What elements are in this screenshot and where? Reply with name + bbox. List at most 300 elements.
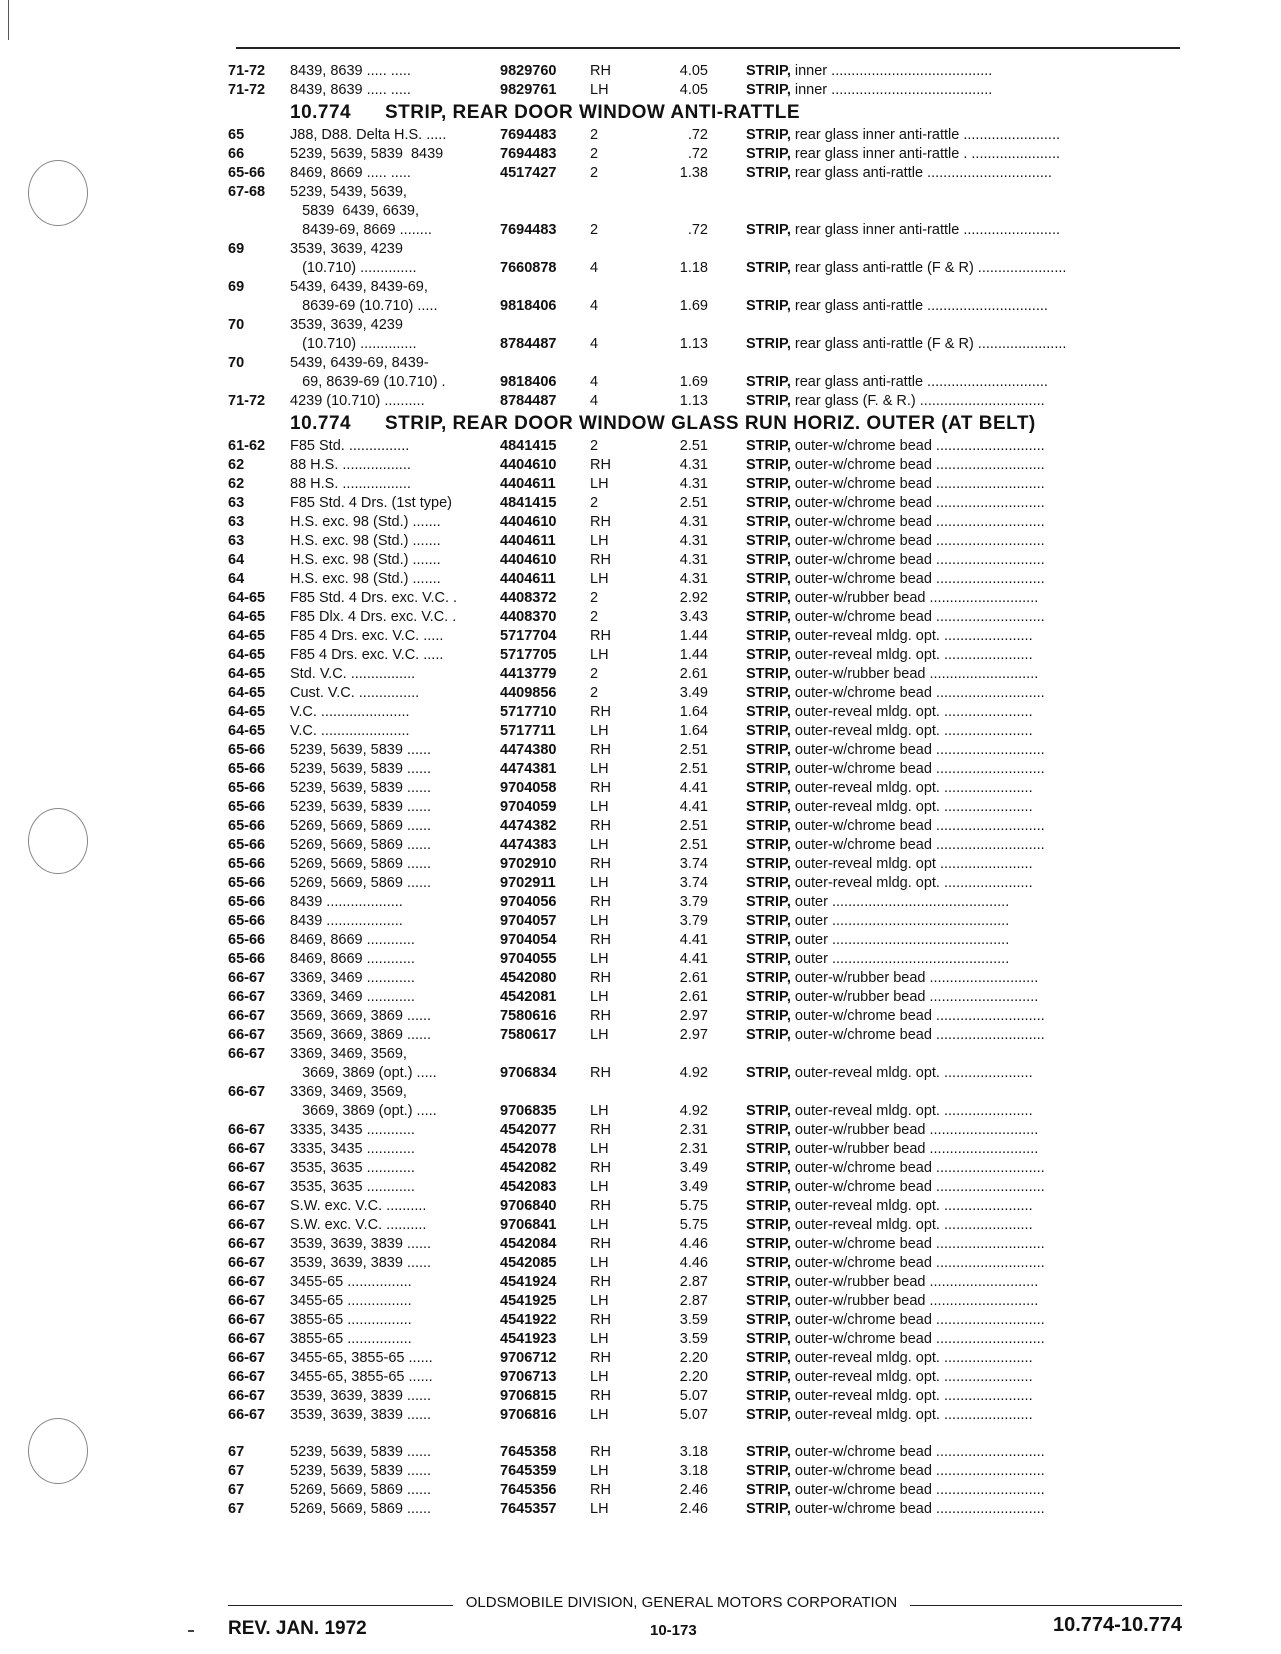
quantity-side: LH	[590, 1463, 609, 1479]
description	[746, 1349, 1186, 1368]
description	[746, 373, 1186, 392]
item-label: STRIP,	[746, 1331, 791, 1347]
part-number: 4474382	[500, 818, 557, 834]
price: 2.31	[679, 1122, 708, 1138]
part-number: 4542084	[500, 1236, 557, 1252]
model-codes: 8469, 8669 ............	[290, 951, 415, 967]
price: 1.13	[679, 393, 708, 409]
item-label: STRIP,	[746, 1179, 791, 1195]
description	[746, 1254, 1186, 1273]
description-text: inner ........................................	[794, 63, 993, 79]
model-codes: 3539, 3639, 4239 (10.710) ..............	[290, 317, 417, 352]
model-year: 66-67	[228, 1027, 266, 1043]
part-number: 4542085	[500, 1255, 557, 1271]
model-codes: H.S. exc. 98 (Std.) .......	[290, 533, 441, 549]
price: 1.18	[679, 260, 708, 276]
part-number: 4542081	[500, 989, 557, 1005]
item-label: STRIP,	[746, 1198, 791, 1214]
model-codes: 5269, 5669, 5869 ......	[290, 875, 432, 891]
model-year: 65-66	[228, 818, 266, 834]
price: 1.64	[679, 723, 708, 739]
description-text: outer-w/chrome bead ...........................	[794, 1331, 1045, 1347]
model-codes: 5239, 5639, 5839 ......	[290, 1463, 432, 1479]
model-codes: S.W. exc. V.C. ..........	[290, 1217, 427, 1233]
price: 2.20	[679, 1369, 708, 1385]
model-codes: 8469, 8669 ............	[290, 932, 415, 948]
quantity-side: RH	[590, 628, 611, 644]
description	[746, 969, 1186, 988]
footer-section-range: 10.774-10.774	[1052, 1614, 1182, 1636]
item-label: STRIP,	[746, 374, 791, 390]
model-codes: F85 Std. 4 Drs. exc. V.C. .	[290, 590, 458, 606]
model-codes: 5269, 5669, 5869 ......	[290, 818, 432, 834]
row-gap	[228, 1425, 1183, 1443]
description-text: outer-w/rubber bead ...........................	[794, 1274, 1039, 1290]
description-text: outer ............................................	[794, 894, 1010, 910]
description	[746, 335, 1186, 354]
model-year: 65-66	[228, 742, 266, 758]
model-codes: 3539, 3639, 3839 ......	[290, 1407, 432, 1423]
price: 4.41	[679, 799, 708, 815]
description	[746, 494, 1186, 513]
price: 2.87	[679, 1274, 708, 1290]
item-label: STRIP,	[746, 1350, 791, 1366]
model-year: 64-65	[228, 704, 266, 720]
model-year: 71-72	[228, 82, 266, 98]
price: 1.64	[679, 704, 708, 720]
item-label: STRIP,	[746, 514, 791, 530]
description-text: outer-reveal mldg. opt. ......................	[794, 799, 1033, 815]
model-year: 66-67	[228, 1046, 266, 1062]
part-number: 4541922	[500, 1312, 557, 1328]
description	[746, 1481, 1186, 1500]
table-row	[228, 164, 1183, 183]
table-row	[228, 126, 1183, 145]
table-row	[228, 1254, 1183, 1273]
model-year: 65-66	[228, 165, 266, 181]
description	[746, 221, 1186, 240]
table-row	[228, 627, 1183, 646]
table-row	[228, 1481, 1183, 1500]
model-codes: H.S. exc. 98 (Std.) .......	[290, 571, 441, 587]
item-label: STRIP,	[746, 875, 791, 891]
part-number: 4474383	[500, 837, 557, 853]
footer-rule-right	[910, 1605, 1182, 1606]
part-number: 4542082	[500, 1160, 557, 1176]
model-year: 65-66	[228, 951, 266, 967]
price: 3.74	[679, 875, 708, 891]
model-year: 66-67	[228, 1388, 266, 1404]
model-year: 67-68	[228, 184, 266, 200]
quantity-side: RH	[590, 1008, 611, 1024]
model-codes: F85 4 Drs. exc. V.C. .....	[290, 628, 444, 644]
model-year: 66	[228, 146, 245, 162]
item-label: STRIP,	[746, 1236, 791, 1252]
part-number: 4474380	[500, 742, 557, 758]
model-codes: Cust. V.C. ...............	[290, 685, 420, 701]
model-codes: 3535, 3635 ............	[290, 1160, 415, 1176]
part-number: 4404611	[500, 571, 556, 587]
item-label: STRIP,	[746, 723, 791, 739]
model-codes: 3369, 3469 ............	[290, 989, 415, 1005]
item-label: STRIP,	[746, 894, 791, 910]
item-label: STRIP,	[746, 609, 791, 625]
model-year: 69	[228, 279, 245, 295]
price: 2.31	[679, 1141, 708, 1157]
price: 5.75	[679, 1217, 708, 1233]
margin-tick	[188, 1630, 194, 1632]
item-label: STRIP,	[746, 1501, 791, 1517]
item-label: STRIP,	[746, 666, 791, 682]
description-text: inner ........................................	[794, 82, 993, 98]
table-row	[228, 240, 1183, 278]
model-codes: 5269, 5669, 5869 ......	[290, 856, 432, 872]
part-number: 7645358	[500, 1444, 557, 1460]
price: 4.46	[679, 1255, 708, 1271]
description	[746, 1159, 1186, 1178]
model-year: 64-65	[228, 590, 266, 606]
description	[746, 836, 1186, 855]
part-number: 9704054	[500, 932, 557, 948]
model-codes: H.S. exc. 98 (Std.) .......	[290, 552, 441, 568]
part-number: 9706840	[500, 1198, 557, 1214]
description-text: rear glass anti-rattle ...............................	[794, 165, 1052, 181]
quantity-side: RH	[590, 742, 611, 758]
part-number: 4409856	[500, 685, 557, 701]
model-codes: 8469, 8669 ..... .....	[290, 165, 411, 181]
model-year: 63	[228, 514, 245, 530]
quantity-side: LH	[590, 1141, 609, 1157]
price: 2.51	[679, 438, 708, 454]
description	[746, 145, 1186, 164]
part-number: 7645356	[500, 1482, 557, 1498]
price: 4.31	[679, 457, 708, 473]
item-label: STRIP,	[746, 1255, 791, 1271]
quantity-side: RH	[590, 818, 611, 834]
part-number: 7694483	[500, 146, 557, 162]
price: 3.79	[679, 913, 708, 929]
description	[746, 1368, 1186, 1387]
table-row	[228, 392, 1183, 411]
model-year: 65-66	[228, 913, 266, 929]
model-year: 65-66	[228, 761, 266, 777]
table-row	[228, 183, 1183, 240]
table-row	[228, 532, 1183, 551]
description-text: outer-w/chrome bead ...........................	[794, 438, 1045, 454]
model-codes: 3335, 3435 ............	[290, 1122, 415, 1138]
item-label: STRIP,	[746, 818, 791, 834]
description-text: outer-w/chrome bead ...........................	[794, 514, 1045, 530]
description	[746, 798, 1186, 817]
table-row	[228, 62, 1183, 81]
model-codes: 3855-65 ................	[290, 1331, 412, 1347]
model-codes: S.W. exc. V.C. ..........	[290, 1198, 427, 1214]
table-row	[228, 1292, 1183, 1311]
quantity-side: LH	[590, 723, 609, 739]
description	[746, 126, 1186, 145]
model-year: 66-67	[228, 970, 266, 986]
description	[746, 1197, 1186, 1216]
quantity-side: 4	[590, 298, 599, 314]
description-text: rear glass anti-rattle (F & R) ......................	[794, 336, 1067, 352]
quantity-side: RH	[590, 856, 611, 872]
part-number: 9818406	[500, 374, 557, 390]
table-row	[228, 684, 1183, 703]
description-text: outer-reveal mldg. opt. ......................	[794, 1198, 1033, 1214]
table-row	[228, 779, 1183, 798]
description	[746, 1178, 1186, 1197]
quantity-side: LH	[590, 1179, 609, 1195]
item-label: STRIP,	[746, 82, 791, 98]
quantity-side: 2	[590, 222, 599, 238]
model-codes: 5269, 5669, 5869 ......	[290, 1482, 432, 1498]
footer-page-number: 10-173	[650, 1622, 697, 1639]
model-year: 65-66	[228, 932, 266, 948]
model-codes: 5269, 5669, 5869 ......	[290, 1501, 432, 1517]
description-text: outer-w/chrome bead ...........................	[794, 1444, 1045, 1460]
description-text: outer-w/rubber bead ...........................	[794, 590, 1039, 606]
part-number: 9702910	[500, 856, 557, 872]
price: 3.79	[679, 894, 708, 910]
description-text: outer-w/rubber bead ...........................	[794, 989, 1039, 1005]
model-year: 69	[228, 241, 245, 257]
model-year: 66-67	[228, 1293, 266, 1309]
part-number: 9706815	[500, 1388, 557, 1404]
table-row	[228, 316, 1183, 354]
quantity-side: RH	[590, 894, 611, 910]
model-year: 66-67	[228, 1255, 266, 1271]
quantity-side: 2	[590, 609, 599, 625]
quantity-side: RH	[590, 1312, 611, 1328]
price: 1.44	[679, 647, 708, 663]
item-label: STRIP,	[746, 1274, 791, 1290]
model-year: 66-67	[228, 1084, 266, 1100]
description-text: outer-w/chrome bead ...........................	[794, 1463, 1045, 1479]
item-label: STRIP,	[746, 146, 791, 162]
table-row	[228, 278, 1183, 316]
description-text: outer-w/chrome bead ...........................	[794, 571, 1045, 587]
item-label: STRIP,	[746, 222, 791, 238]
model-year: 64-65	[228, 628, 266, 644]
model-codes: 5239, 5639, 5839 ......	[290, 742, 432, 758]
quantity-side: LH	[590, 1027, 609, 1043]
price: 4.05	[679, 82, 708, 98]
table-row	[228, 354, 1183, 392]
model-year: 66-67	[228, 1217, 266, 1233]
footer-revision: REV. JAN. 1972	[228, 1618, 367, 1639]
table-row	[228, 1083, 1183, 1121]
item-label: STRIP,	[746, 495, 791, 511]
part-number: 4841415	[500, 495, 557, 511]
description-text: outer-w/chrome bead ...........................	[794, 1312, 1045, 1328]
table-row	[228, 475, 1183, 494]
price: 3.59	[679, 1331, 708, 1347]
description-text: outer-w/chrome bead ...........................	[794, 818, 1045, 834]
description	[746, 1387, 1186, 1406]
model-codes: 3569, 3669, 3869 ......	[290, 1008, 432, 1024]
quantity-side: LH	[590, 1217, 609, 1233]
table-row	[228, 1140, 1183, 1159]
model-codes: 5439, 6439-69, 8439- 69, 8639-69 (10.710) .	[290, 355, 446, 390]
part-number: 7580617	[500, 1027, 557, 1043]
table-row	[228, 1026, 1183, 1045]
part-number: 5717710	[500, 704, 557, 720]
part-number: 9704059	[500, 799, 557, 815]
price: 2.51	[679, 818, 708, 834]
description-text: outer-reveal mldg. opt. ......................	[794, 1065, 1033, 1081]
price: 4.41	[679, 951, 708, 967]
description-text: outer-w/chrome bead ...........................	[794, 837, 1045, 853]
model-year: 67	[228, 1501, 245, 1517]
item-label: STRIP,	[746, 63, 791, 79]
quantity-side: LH	[590, 1369, 609, 1385]
quantity-side: LH	[590, 476, 609, 492]
quantity-side: LH	[590, 1501, 609, 1517]
description	[746, 513, 1186, 532]
description	[746, 1273, 1186, 1292]
quantity-side: 4	[590, 336, 599, 352]
price: .72	[687, 127, 708, 143]
table-row	[228, 1500, 1183, 1519]
model-year: 66-67	[228, 1008, 266, 1024]
model-year: 65-66	[228, 894, 266, 910]
punch-hole-bottom	[28, 1418, 88, 1484]
model-codes: 3455-65 ................	[290, 1293, 412, 1309]
description-text: outer-reveal mldg. opt. ......................	[794, 780, 1033, 796]
model-year: 67	[228, 1463, 245, 1479]
description-text: outer-w/rubber bead ...........................	[794, 1122, 1039, 1138]
table-row	[228, 798, 1183, 817]
model-codes: F85 Std. ...............	[290, 438, 410, 454]
table-row	[228, 817, 1183, 836]
item-label: STRIP,	[746, 647, 791, 663]
model-codes: 3369, 3469, 3569, 3669, 3869 (opt.) .....	[290, 1046, 437, 1081]
description-text: outer-reveal mldg. opt. ......................	[794, 1103, 1033, 1119]
quantity-side: LH	[590, 989, 609, 1005]
model-codes: 88 H.S. .................	[290, 476, 411, 492]
quantity-side: 2	[590, 165, 599, 181]
price: 2.97	[679, 1027, 708, 1043]
price: 4.31	[679, 571, 708, 587]
model-codes: 5239, 5639, 5839 ......	[290, 1444, 432, 1460]
quantity-side: LH	[590, 1407, 609, 1423]
quantity-side: LH	[590, 837, 609, 853]
table-row	[228, 1273, 1183, 1292]
price: 3.59	[679, 1312, 708, 1328]
price: 4.31	[679, 514, 708, 530]
price: 1.69	[679, 374, 708, 390]
part-number: 4408370	[500, 609, 557, 625]
part-number: 9706816	[500, 1407, 557, 1423]
price: 2.51	[679, 742, 708, 758]
quantity-side: 2	[590, 146, 599, 162]
item-label: STRIP,	[746, 1065, 791, 1081]
table-row	[228, 1311, 1183, 1330]
item-label: STRIP,	[746, 970, 791, 986]
item-label: STRIP,	[746, 476, 791, 492]
model-year: 67	[228, 1482, 245, 1498]
quantity-side: 2	[590, 590, 599, 606]
price: 2.61	[679, 970, 708, 986]
part-number: 5717704	[500, 628, 557, 644]
part-number: 4404610	[500, 457, 557, 473]
model-codes: Std. V.C. ................	[290, 666, 416, 682]
table-row	[228, 456, 1183, 475]
item-label: STRIP,	[746, 590, 791, 606]
item-label: STRIP,	[746, 856, 791, 872]
quantity-side: 4	[590, 374, 599, 390]
parts-catalog-page	[228, 62, 1183, 1519]
item-label: STRIP,	[746, 260, 791, 276]
description-text: rear glass (F. & R.) ...............................	[794, 393, 1045, 409]
description	[746, 392, 1186, 411]
price: 4.31	[679, 552, 708, 568]
top-rule	[236, 47, 1180, 49]
part-number: 4408372	[500, 590, 557, 606]
table-row	[228, 855, 1183, 874]
model-codes: 88 H.S. .................	[290, 457, 411, 473]
description-text: outer-w/chrome bead ...........................	[794, 1255, 1045, 1271]
price: 4.46	[679, 1236, 708, 1252]
quantity-side: LH	[590, 533, 609, 549]
description	[746, 627, 1186, 646]
description	[746, 1121, 1186, 1140]
description-text: outer-w/chrome bead ...........................	[794, 1482, 1045, 1498]
table-row	[228, 760, 1183, 779]
section-number: 10.774	[290, 413, 352, 434]
description-text: outer-reveal mldg. opt .......................	[794, 856, 1033, 872]
table-row	[228, 1197, 1183, 1216]
description-text: outer-reveal mldg. opt. ......................	[794, 1217, 1033, 1233]
description-text: outer-w/chrome bead ...........................	[794, 1236, 1045, 1252]
description-text: outer-reveal mldg. opt. ......................	[794, 647, 1033, 663]
item-label: STRIP,	[746, 1122, 791, 1138]
quantity-side: LH	[590, 1331, 609, 1347]
description	[746, 1311, 1186, 1330]
table-row	[228, 931, 1183, 950]
item-label: STRIP,	[746, 1444, 791, 1460]
description-text: outer ............................................	[794, 932, 1010, 948]
description-text: outer-reveal mldg. opt. ......................	[794, 704, 1033, 720]
quantity-side: RH	[590, 932, 611, 948]
description	[746, 912, 1186, 931]
model-year: 67	[228, 1444, 245, 1460]
model-year: 64-65	[228, 685, 266, 701]
model-codes: 4239 (10.710) ..........	[290, 393, 425, 409]
quantity-side: RH	[590, 1122, 611, 1138]
part-number: 8784487	[500, 336, 557, 352]
description-text: outer-w/chrome bead ...........................	[794, 552, 1045, 568]
section-title: STRIP, REAR DOOR WINDOW ANTI-RATTLE	[385, 102, 801, 123]
part-number: 7580616	[500, 1008, 557, 1024]
model-codes: 3539, 3639, 4239 (10.710) ..............	[290, 241, 417, 276]
description-text: rear glass anti-rattle (F & R) ......................	[794, 260, 1067, 276]
price: .72	[687, 146, 708, 162]
footer-corporation: OLDSMOBILE DIVISION, GENERAL MOTORS CORPORATION	[465, 1594, 898, 1611]
price: 3.74	[679, 856, 708, 872]
model-year: 66-67	[228, 1350, 266, 1366]
description-text: outer-w/chrome bead ...........................	[794, 1179, 1045, 1195]
table-row	[228, 1443, 1183, 1462]
description	[746, 551, 1186, 570]
quantity-side: LH	[590, 799, 609, 815]
description-text: outer-w/chrome bead ...........................	[794, 495, 1045, 511]
price: 3.49	[679, 1179, 708, 1195]
part-number: 4542078	[500, 1141, 557, 1157]
part-number: 4404610	[500, 552, 557, 568]
price: 2.20	[679, 1350, 708, 1366]
table-row	[228, 912, 1183, 931]
